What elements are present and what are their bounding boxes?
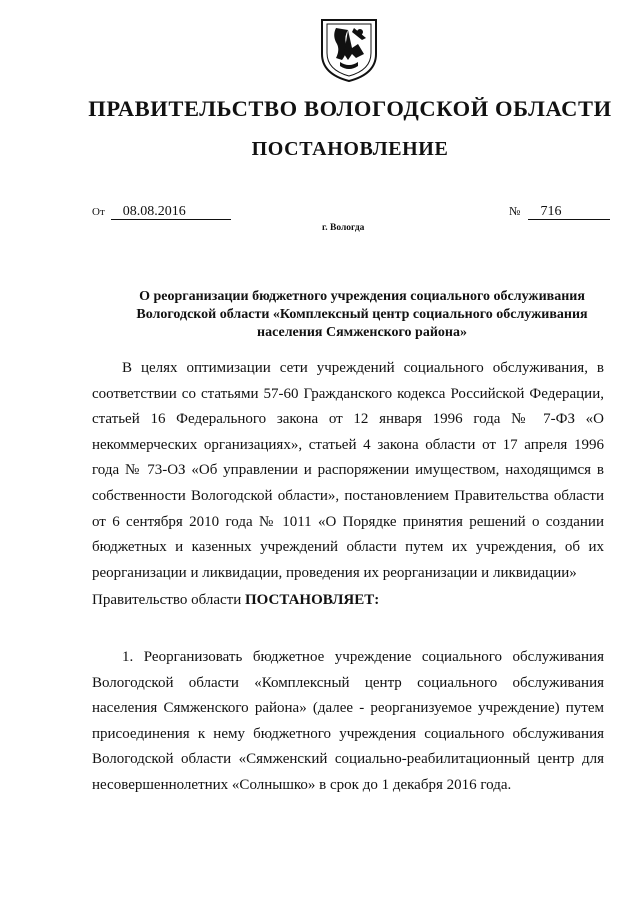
number-label: № bbox=[509, 204, 521, 218]
date-value: 08.08.2016 bbox=[111, 204, 231, 220]
government-title: ПРАВИТЕЛЬСТВО ВОЛОГОДСКОЙ ОБЛАСТИ bbox=[88, 96, 612, 121]
list-item: 1. Реорганизовать бюджетное учреждение социального обслуживания Вологодской области «Комплексный центр социального обслуживания населения Сямженского района» (далее - реорганизуемое учреждение) путем присоединения к нему бюджетного учреждения социального обслуживания Вологодской области «Сямженский социально-реабилитационный центр для несовершеннолетних «Солнышко» в срок до 1 декабря 2016 года. bbox=[92, 649, 604, 793]
decree-verb: ПОСТАНОВЛЯЕТ: bbox=[244, 592, 380, 608]
document-type: ПОСТАНОВЛЕНИЕ bbox=[251, 138, 449, 160]
number-line bbox=[509, 203, 610, 220]
preamble-section bbox=[92, 356, 604, 586]
number-value: 716 bbox=[528, 204, 610, 220]
coat-of-arms-graphic bbox=[318, 14, 380, 84]
items-section bbox=[92, 645, 604, 799]
vologda-coat-of-arms-icon bbox=[318, 14, 380, 84]
document-subject: О реорганизации бюджетного учреждения социального обслуживания Вологодской области «Комплексный центр социального обслуживания населения Сямженского района» bbox=[136, 289, 588, 340]
preamble-paragraph: В целях оптимизации сети учреждений социального обслуживания, в соответствии со статьями 57-60 Гражданского кодекса Российской Федерации, статьей 16 Федерального закона от 12 января 1996 года № 7-ФЗ «О некоммерческих организациях», статьей 4 закона области от 17 апреля 1996 года № 73-ОЗ «Об управлении и распоряжении имуществом, находящимся в собственности Вологодской области», постановлением Правительства области от 6 сентября 2010 года № 1011 «О Порядке принятия решений о создании бюджетных и казенных учреждений области путем их учреждения, об их реорганизации и ликвидации, проведения их реорганизации и ликвидации» bbox=[92, 360, 604, 581]
city-label: г. Вологда bbox=[322, 223, 365, 233]
date-label: От bbox=[92, 206, 105, 218]
date-line bbox=[92, 203, 231, 220]
decree-line bbox=[92, 592, 379, 609]
decree-subject: Правительство области bbox=[92, 592, 242, 608]
